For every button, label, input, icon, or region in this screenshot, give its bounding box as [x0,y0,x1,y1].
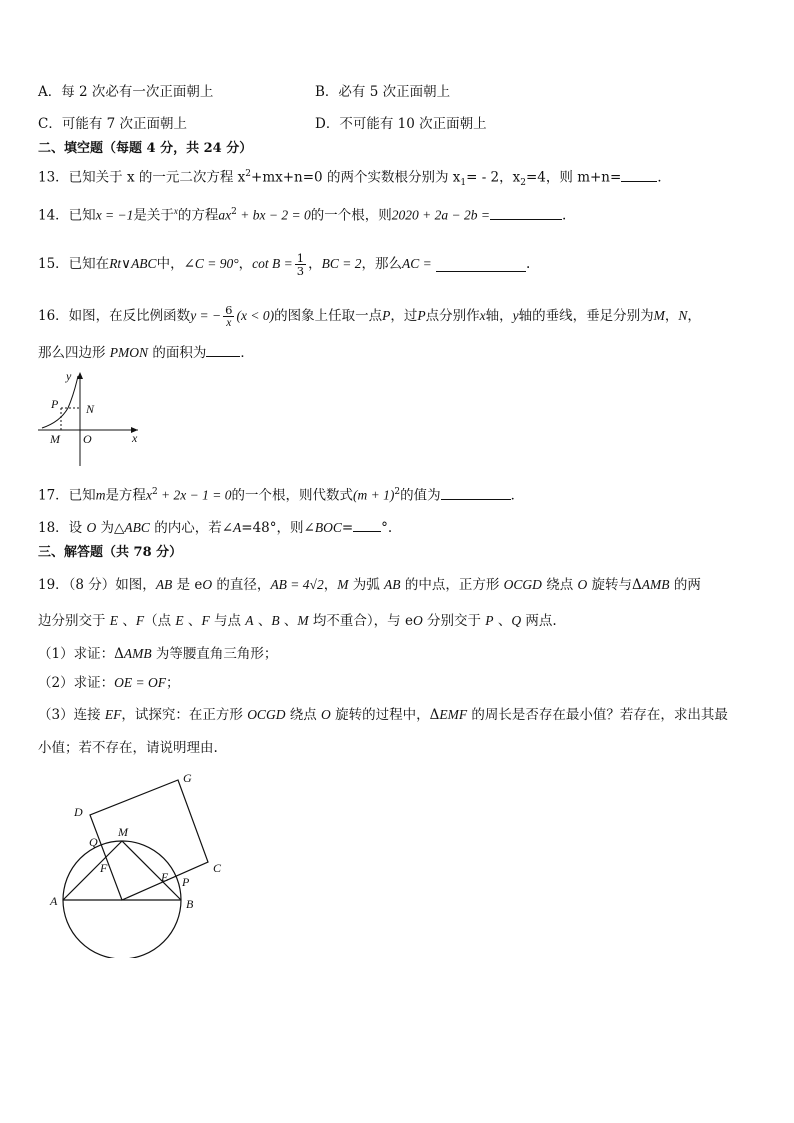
q14-sup: 2 [231,207,237,217]
q18-abc: ABC [124,520,150,535]
q13-text-a: 13．已知关于 x 的一元二次方程 x [38,169,246,186]
q15-text-c: 中， [156,256,184,272]
q16-domain: (x < 0) [236,308,275,323]
q14-text-e: 的方程 [177,207,219,224]
q16-l2-c: 的面积为 [148,345,207,361]
q17-sup1: 2 [151,487,158,497]
hyperbola-curve [42,376,78,428]
q15-text-g: ， [308,256,322,272]
q13-text-e: ． [657,169,671,186]
q14-math-expr: 2020 + 2a − 2b = [391,207,490,223]
q19-l2m: 、 [279,613,298,629]
q19-l1b: AB [155,577,173,592]
q19-l1k: 的中点，正方形 [400,577,504,593]
q17-text-a: 17．已知 [38,487,96,504]
option-d: D．不可能有 10 次正面朝上 [315,116,487,132]
q17-text-h: 的值为 [400,487,441,504]
q19-l1i: 为弧 [348,577,385,593]
q19-p2a: （2）求证： [38,675,115,691]
q19-p3g: 旋转的过程中，Δ [330,707,440,723]
q15-text-a: 15．已知在 [38,256,110,272]
label-a: A [50,894,58,908]
label-c: C [213,861,222,875]
q15-answer-blank[interactable] [436,257,526,272]
q19-l2e: （点 [144,613,176,629]
q19-p3c: ，试探究：在正方形 [121,707,248,723]
q17-answer-blank[interactable] [441,485,511,500]
label-p: P [182,875,190,889]
question-19-part2 [38,673,179,693]
q19-figure [40,768,240,958]
question-18 [38,517,392,538]
q16-text-l: 轴的垂线，垂足分别为 [518,308,654,324]
q19-p2c: ； [165,675,180,691]
label-b: B [186,897,194,911]
q16-text-p: ， [687,308,701,324]
q18-o: O [86,520,97,535]
q16-y: y [512,308,519,323]
q15-triangle: Rt∨ABC [109,256,157,271]
q16-m: M [653,308,665,323]
q19-l2u: 两点. [521,613,557,629]
q15-fraction [295,252,306,277]
label-e: E [161,870,169,884]
q16-answer-blank[interactable] [206,342,240,357]
q13-sub2: 2 [520,178,526,189]
q17-m: m [95,487,106,503]
q15-frac-num: 1 [296,250,305,265]
q16-text-a: 16．如图，在反比例函数 [38,308,191,324]
label-f: F [100,861,108,875]
q15-ac: AC = [401,256,432,271]
q19-l1n: O [577,577,588,592]
q13-text-b: +mx+n=0 的两个实数根分别为 x [251,169,461,186]
q19-l2k: 、 [253,613,272,629]
question-17 [38,482,524,506]
question-16-line2 [38,342,254,363]
q13-sub1: 1 [460,178,467,189]
q16-l2-d: ． [240,345,254,361]
question-19-part3-line2: 小值；若不存在，请说明理由. [38,740,218,756]
q19-l1j: AB [384,577,401,592]
question-19-part3 [38,705,728,725]
label-g: G [183,771,192,785]
label-d: D [74,805,83,819]
question-14 [38,201,566,226]
q19-l1p: AMB [641,577,670,592]
label-m: M [50,432,60,446]
q14-math-rest: + bx − 2 = 0 [236,207,311,223]
q16-text-j: 轴， [485,308,513,324]
label-o: O [83,432,92,446]
q19-l1a: 19．（8 分）如图， [38,577,156,593]
q16-x: x [479,308,486,323]
q18-answer-blank[interactable] [353,517,381,532]
q17-text-i: ． [510,487,525,504]
q15-text-e: ， [238,256,253,272]
q14-math-x: x = −1 [95,207,134,223]
q19-p3a: （3）连接 [38,707,105,723]
q18-text-j: °. [381,520,393,536]
option-a: A．每 2 次必有一次正面朝上 [38,84,214,100]
question-15 [38,246,530,282]
q19-l2a: 边分别交于 [38,613,110,629]
q13-answer-blank[interactable] [621,167,657,182]
q14-text-h: 的一个根，则 [310,207,392,224]
q19-l2s: 、 [493,613,512,629]
q15-angle: ∠C = 90° [183,256,239,271]
q19-l1l: OCGD [503,577,542,592]
q17-expr: (m + 1) [353,487,395,503]
section-title-solve: 三、解答题（共 78 分） [38,545,183,560]
q19-l1h: M [337,577,349,592]
q16-l2-a: 那么四边形 [38,345,110,361]
question-19-part1 [38,644,277,664]
q19-l1m: 绕点 [541,577,578,593]
q15-frac-den: 3 [296,263,305,278]
option-b: B．必有 5 次正面朝上 [315,84,451,100]
q19-l1c: 是 e [172,577,203,593]
q19-l1e: 的直径， [212,577,271,593]
q16-n: N [678,308,688,323]
q13-text-c: = - 2，x [466,169,521,186]
label-x: x [132,431,138,445]
q13-text-d: =4，则 m+n= [526,169,622,186]
q19-l2i: 与点 [209,613,246,629]
option-c: C．可能有 7 次正面朝上 [38,116,188,132]
q14-var-x: x [173,206,178,216]
q19-l1f: AB = 4√2 [270,577,324,592]
q19-l2l: B [271,613,280,628]
q17-sup2: 2 [394,487,401,497]
q18-a: A [233,520,242,535]
q16-text-f: ，过 [390,308,418,324]
q14-text-a: 14．已知 [38,207,96,224]
q19-l2g: 、 [183,613,202,629]
q19-l2h: F [201,613,210,628]
q17-text-f: 的一个根，则代数式 [231,487,353,504]
label-n: N [86,402,95,416]
q15-cot: cot B = [252,256,293,271]
q18-text-e: 的内心，若∠ [149,520,234,536]
q14-text-j: . [561,207,567,224]
q19-l2q: 分别交于 [422,613,486,629]
q19-l2r: P [485,613,494,628]
q19-p3i: 的周长是否存在最小值？若存在，求出其最 [467,707,728,723]
question-19-line1 [38,575,701,595]
q19-p2b: OE = OF [114,675,166,690]
q19-l1d: O [202,577,213,592]
q16-fraction [223,304,234,329]
q18-text-i: = [341,520,354,536]
q19-l2d: F [135,613,145,628]
q19-p1b: AMB [123,646,152,661]
q14-text-c: 是关于 [133,207,174,224]
label-m: M [118,825,128,839]
q19-p1c: 为等腰直角三角形； [151,646,278,662]
question-16 [38,297,701,335]
q17-eq: + 2x − 1 = 0 [157,487,232,503]
question-19-line2 [38,611,557,631]
q18-text-a: 18．设 [38,520,87,536]
q19-p3d: OCGD [247,707,286,722]
q17-text-c: 是方程 [105,487,146,504]
q19-p3h: EMF [439,707,468,722]
q19-l2c: 、 [118,613,136,629]
q18-text-g: =48°，则∠ [241,520,315,536]
q16-frac-den: x [226,316,232,329]
q19-l1g: ， [323,577,338,593]
q18-boc: BOC [314,520,342,535]
q19-p3e: 绕点 [285,707,322,723]
segment-mb [122,841,181,900]
q15-text-i: ，那么 [361,256,402,272]
q15-bc: BC = 2 [321,256,362,271]
q16-text-n: ， [664,308,679,324]
q19-l2b: E [109,613,119,628]
q19-p3f: O [321,707,331,722]
q16-figure [38,368,148,470]
q14-math-ax: ax [218,207,232,223]
label-p: P [51,397,59,411]
question-13 [38,164,671,193]
q19-l2o: 均不重合），与 e [308,613,413,629]
q16-func: y = − [190,308,222,323]
q13-sup: 2 [245,169,252,179]
q16-p2: P [417,308,426,323]
q17-x: x [145,487,152,503]
q19-l2p: O [412,613,423,628]
q19-l2f: E [175,613,184,628]
segment-am [63,841,122,900]
q19-l1o: 旋转与Δ [587,577,642,593]
q19-l2t: Q [511,613,522,628]
q19-l2n: M [297,613,309,628]
q16-text-d: 的图象上任取一点 [274,308,383,324]
q16-frac-num: 6 [225,302,233,317]
label-q: Q [89,835,98,849]
label-y: y [66,369,72,383]
q14-answer-blank[interactable] [490,205,562,220]
q19-p1a: （1）求证：Δ [38,646,124,662]
q19-l2j: A [245,613,254,628]
q15-text-k: . [526,256,531,272]
q19-p3b: EF [104,707,122,722]
square-ocgd [90,780,208,900]
q19-l1q: 的两 [669,577,701,593]
q16-p1: P [382,308,391,323]
q18-text-c: 为△ [96,520,125,536]
q16-l2-pmon: PMON [109,345,149,360]
q16-text-h: 点分别作 [425,308,480,324]
section-title-fill-blank: 二、填空题（每题 4 分，共 24 分） [38,141,253,156]
